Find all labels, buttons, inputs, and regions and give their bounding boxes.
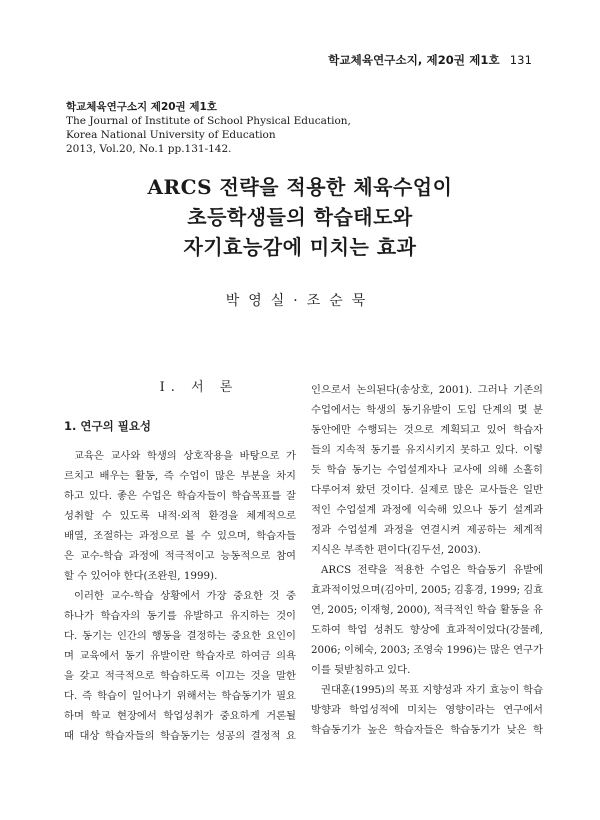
body-line: 르치고 배우는 활동, 즉 수업이 많은 부분을 차지	[64, 470, 296, 482]
authors: 박영실·조순묵	[225, 293, 375, 309]
body-line: 적인 수업설계 과정에 익숙해 있으나 동기 설계과	[311, 504, 543, 516]
journal-english-2: Korea National University of Education	[66, 129, 276, 141]
body-line: 들의 지속적 동기를 유지시키지 못하고 있다. 이렇	[311, 444, 543, 456]
body-line: 학습동기가 높은 학습자들은 학습동기가 낮은 학	[311, 724, 543, 736]
body-line: 방향과 학업성적에 미치는 영향이라는 연구에서	[311, 704, 543, 716]
journal-info	[66, 100, 351, 156]
left-column	[64, 378, 296, 746]
body-line: 정과 수업설계 과정을 연결시켜 제공하는 체계적	[311, 524, 543, 536]
body-line: 이러한 교수-학습 상황에서 가장 중요한 것 중	[74, 590, 296, 602]
body-line: 하나가 학습자의 동기를 유발하고 유지하는 것이	[64, 610, 296, 622]
journal-english-1: The Journal of Institute of School Physical Education,	[66, 115, 351, 127]
body-line: 다. 동기는 인간의 행동을 결정하는 중요한 요인이	[64, 630, 296, 642]
body-line: 하며 학교 현장에서 학업성취가 중요하게 거론될	[64, 710, 296, 722]
title-line-1: ARCS 전략을 적용한 체육수업이	[147, 175, 453, 199]
body-line: 성취할 수 있도록 내적·외적 환경을 체계적으로	[64, 510, 296, 522]
body-line: 동안에만 수행되는 것으로 계획되고 있어 학습자	[311, 424, 543, 436]
body-line: 교육은 교사와 학생의 상호작용을 바탕으로 가	[74, 450, 296, 462]
body-line: ARCS 전략을 적용한 수업은 학습동기 유발에	[321, 564, 543, 576]
paper-title	[0, 172, 600, 262]
body-line: 다. 즉 학습이 일어나기 위해서는 학습동기가 필요	[64, 690, 296, 702]
body-line: 인으로서 논의된다(송상호, 2001). 그러나 기존의	[311, 384, 543, 396]
body-line: 권대훈(1995)의 목표 지향성과 자기 효능이 학습	[321, 684, 543, 696]
running-head-journal: 학교체육연구소지, 제20권 제1호	[328, 53, 500, 67]
body-line: 지식은 부족한 편이다(김두선, 2003).	[311, 544, 481, 556]
body-line: 연, 2005; 이재형, 2000), 적극적인 학습 활동을 유	[311, 604, 543, 616]
body-line: 다루어져 왔던 것이다. 실제로 많은 교사들은 일반	[311, 484, 543, 496]
title-line-3: 자기효능감에 미치는 효과	[183, 235, 417, 259]
journal-korean: 학교체육연구소지 제20권 제1호	[66, 101, 217, 113]
body-line: 하고 있다. 좋은 수업은 학습자들이 학습목표를 잘	[64, 490, 296, 502]
body-line: 며 교육에서 동기 유발이란 학습자로 하여금 의욕	[64, 650, 296, 662]
body-line: 배열, 조절하는 과정으로 볼 수 있으며, 학습자들	[64, 530, 296, 542]
title-line-2: 초등학생들의 학습태도와	[187, 205, 413, 229]
page-number: 131	[509, 53, 532, 67]
body-line: 은 교수-학습 과정에 적극적이고 능동적으로 참여	[64, 550, 296, 562]
body-line: 이를 뒷받침하고 있다.	[311, 664, 411, 676]
body-line: 효과적이었으며(김아미, 2005; 김홍경, 1999; 김효	[311, 584, 543, 596]
body-line: 수업에서는 학생의 동기유발이 도입 단계의 몇 분	[311, 404, 543, 416]
section-heading: Ⅰ. 서 론	[159, 380, 239, 395]
subsection-heading: 1. 연구의 필요성	[64, 419, 152, 433]
body-line: 할 수 있어야 한다(조완원, 1999).	[64, 570, 218, 582]
right-column	[311, 380, 543, 740]
body-line: 2006; 이혜숙, 2003; 조영숙 1996)는 많은 연구가	[311, 644, 543, 656]
body-line: 듯 학습 동기는 수업설계자나 교사에 의해 소홀히	[311, 464, 543, 476]
body-line: 도하여 학업 성취도 향상에 효과적이었다(강물례,	[311, 624, 543, 636]
running-head	[328, 52, 532, 68]
journal-citation: 2013, Vol.20, No.1 pp.131-142.	[66, 143, 232, 155]
body-line: 을 갖고 적극적으로 학습하도록 이끄는 것을 말한	[64, 670, 296, 682]
body-line: 때 대상 학습자들의 학습동기는 성공의 결정적 요	[64, 730, 296, 742]
